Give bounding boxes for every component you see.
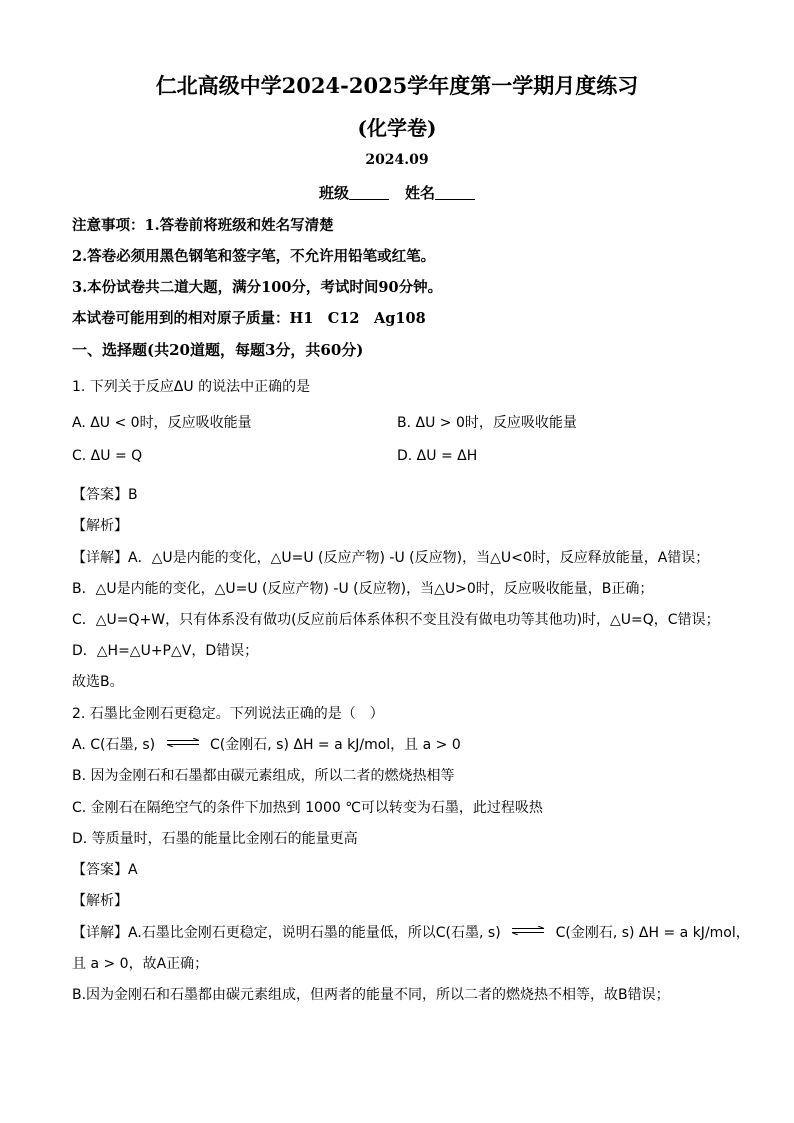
q1-option-a: A. ΔU < 0时，反应吸收能量 <box>72 415 252 431</box>
q1-detail-1: 【详解】A．△U是内能的变化，△U=U (反应产物) -U (反应物)，当△U<0时，反应释放能量，A错误； <box>72 550 710 566</box>
q2-stem: 2. 石墨比金刚石更稳定。下列说法正确的是（ ） <box>72 706 384 722</box>
equilibrium-arrow-icon <box>166 738 200 747</box>
q1-detail-4: D．△H=△U+P△V，D错误； <box>72 643 259 659</box>
q2-detail-1-product: C(金刚石, s) ΔH = a kJ/mol， <box>555 925 750 941</box>
exam-title: 仁北高级中学2024-2025学年度第一学期月度练习 <box>155 73 639 98</box>
q2-answer: 【答案】A <box>72 862 138 878</box>
q1-option-d: D. ΔU = ΔH <box>397 448 478 464</box>
q1-option-b: B. ΔU > 0时，反应吸收能量 <box>397 415 577 431</box>
student-info <box>0 182 794 203</box>
q2-option-b: B. 因为金刚石和石墨都由碳元素组成，所以二者的燃烧热相等 <box>72 768 455 784</box>
note-3: 3.本份试卷共二道大题，满分100分，考试时间90分钟。 <box>72 279 443 296</box>
q2-option-d: D. 等质量时，石墨的能量比金刚石的能量更高 <box>72 831 358 847</box>
note-2: 2.答卷必须用黑色钢笔和签字笔，不允许用铅笔或红笔。 <box>72 248 436 265</box>
name-blank[interactable] <box>435 185 475 200</box>
exam-date: 2024.09 <box>365 152 429 168</box>
q1-conclusion: 故选B。 <box>72 674 124 690</box>
q2-detail-2: 且 a > 0，故A正确； <box>72 956 209 972</box>
q2-detail-1-text: 【详解】A.石墨比金刚石更稳定，说明石墨的能量低，所以C(石墨, s) <box>72 925 501 941</box>
exam-subtitle: (化学卷) <box>357 116 437 140</box>
q2-analysis-label: 【解析】 <box>72 893 128 909</box>
q1-analysis-label: 【解析】 <box>72 518 128 534</box>
q1-detail-2: B．△U是内能的变化，△U=U (反应产物) -U (反应物)，当△U>0时，反应吸收能量，B正确； <box>72 581 654 597</box>
q1-option-c: C. ΔU = Q <box>72 448 143 464</box>
section-heading: 一、选择题(共20道题，每题3分，共60分) <box>72 341 364 359</box>
class-label: 班级 <box>318 184 349 202</box>
equilibrium-arrow-icon <box>511 926 545 935</box>
q1-detail-3: C．△U=Q+W，只有体系没有做功(反应前后体系体积不变且没有做电功等其他功)时，△U=Q，C错误； <box>72 612 720 628</box>
q2-detail-1 <box>72 922 750 942</box>
q2-detail-3: B.因为金刚石和石墨都由碳元素组成，但两者的能量不同，所以二者的燃烧热不相等，故B错误； <box>72 987 670 1003</box>
q2-option-a-reactant: A. C(石墨, s) <box>72 737 156 753</box>
q2-option-a <box>72 734 461 754</box>
note-4: 本试卷可能用到的相对原子质量：H1 C12 Ag108 <box>72 310 426 327</box>
class-blank[interactable] <box>349 185 389 200</box>
q2-option-a-product: C(金刚石, s) ΔH = a kJ/mol，且 a > 0 <box>210 737 461 753</box>
note-1: 注意事项：1.答卷前将班级和姓名写清楚 <box>72 217 334 234</box>
q2-option-c: C. 金刚石在隔绝空气的条件下加热到 1000 ℃可以转变为石墨，此过程吸热 <box>72 800 543 816</box>
name-label: 姓名 <box>405 184 436 202</box>
q1-answer: 【答案】B <box>72 487 138 503</box>
q1-stem: 1. 下列关于反应ΔU 的说法中正确的是 <box>72 379 311 395</box>
